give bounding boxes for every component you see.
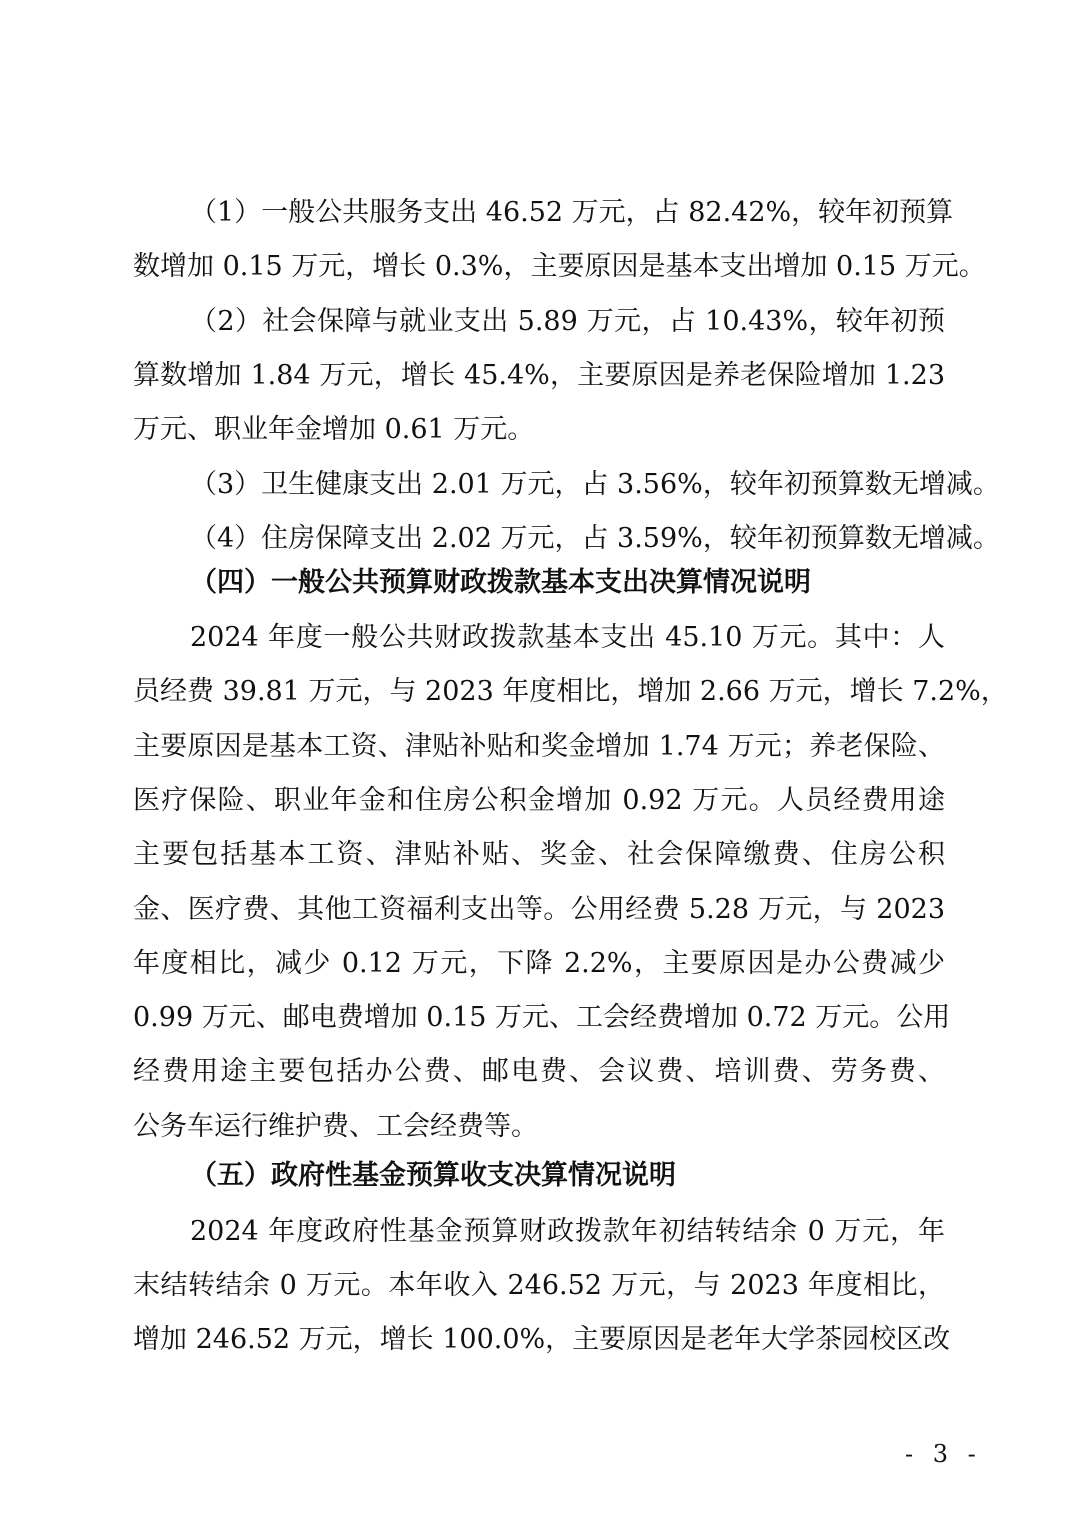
section-heading: （四）一般公共预算财政拨款基本支出决算情况说明 [190,567,811,598]
paragraph-line: 增加 246.52 万元，增长 100.0%，主要原因是老年大学茶园校区改 [133,1324,951,1355]
paragraph-line: 末结转结余 0 万元。本年收入 246.52 万元，与 2023 年度相比， [133,1270,945,1301]
paragraph-line: 万元、职业年金增加 0.61 万元。 [133,414,535,445]
paragraph-line: 0.99 万元、邮电费增加 0.15 万元、工会经费增加 0.72 万元。公用 [133,1002,951,1033]
paragraph-line: 数增加 0.15 万元，增长 0.3%，主要原因是基本支出增加 0.15 万元。 [133,251,986,282]
section-heading: （五）政府性基金预算收支决算情况说明 [190,1160,676,1191]
paragraph-line: 公务车运行维护费、工会经费等。 [133,1111,538,1142]
page-number: - 3 - [905,1440,982,1468]
paragraph-line: （1）一般公共服务支出 46.52 万元，占 82.42%，较年初预算 [190,197,954,228]
paragraph-line: 金、医疗费、其他工资福利支出等。公用经费 5.28 万元，与 2023 [133,894,945,925]
paragraph-line: 医疗保险、职业年金和住房公积金增加 0.92 万元。人员经费用途 [133,785,945,816]
paragraph-line: 主要包括基本工资、津贴补贴、奖金、社会保障缴费、住房公积 [133,839,945,870]
paragraph-line: （3）卫生健康支出 2.01 万元，占 3.56%，较年初预算数无增减。 [190,469,1000,500]
paragraph-line: 经费用途主要包括办公费、邮电费、会议费、培训费、劳务费、 [133,1056,945,1087]
paragraph-line: （2）社会保障与就业支出 5.89 万元，占 10.43%，较年初预 [190,306,945,337]
paragraph-line: （4）住房保障支出 2.02 万元，占 3.59%，较年初预算数无增减。 [190,523,1000,554]
paragraph-line: 年度相比，减少 0.12 万元，下降 2.2%，主要原因是办公费减少 [133,948,945,979]
paragraph-line: 2024 年度一般公共财政拨款基本支出 45.10 万元。其中：人 [190,622,945,653]
paragraph-line: 员经费 39.81 万元，与 2023 年度相比，增加 2.66 万元，增长 7.2%， [133,676,1008,707]
paragraph-line: 主要原因是基本工资、津贴补贴和奖金增加 1.74 万元；养老保险、 [133,731,945,762]
paragraph-line: 2024 年度政府性基金预算财政拨款年初结转结余 0 万元，年 [190,1216,945,1247]
paragraph-line: 算数增加 1.84 万元，增长 45.4%，主要原因是养老保险增加 1.23 [133,360,945,391]
